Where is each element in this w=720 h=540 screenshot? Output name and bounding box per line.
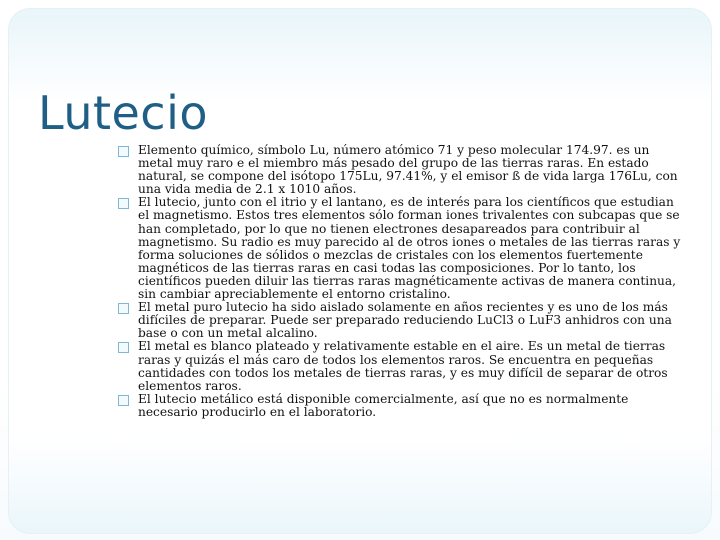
bullet-item	[118, 196, 684, 301]
square-bullet-icon	[118, 198, 129, 209]
bullet-text: El metal es blanco plateado y relativamente estable en el aire. Es un metal de tierras raras y quizás el más caro de todos los elementos raros. Se encuentra en pequeñas cantidades con todos los metales de tierras raras, y es muy difícil de separar de otros elementos raros.	[138, 339, 668, 393]
bullet-item	[118, 393, 684, 419]
square-bullet-icon	[118, 395, 129, 406]
slide-title: Lutecio	[38, 86, 209, 140]
square-bullet-icon	[118, 303, 129, 314]
bullet-text: El lutecio metálico está disponible comercialmente, así que no es normalmente necesario producirlo en el laboratorio.	[138, 391, 629, 419]
bullet-item	[118, 340, 684, 392]
bullet-text: El metal puro lutecio ha sido aislado solamente en años recientes y es uno de los más difíciles de preparar. Puede ser preparado reduciendo LuCl3 o LuF3 anhidros con una base o con un metal alcalino.	[138, 300, 672, 341]
square-bullet-icon	[118, 342, 129, 353]
square-bullet-icon	[118, 146, 129, 157]
bullet-list	[118, 144, 684, 419]
bullet-text: Elemento químico, símbolo Lu, número atómico 71 y peso molecular 174.97. es un metal muy raro e el miembro más pesado del grupo de las tierras raras. En estado natural, se compone del isótopo 175Lu, 97.41%, y el emisor ß de vida larga 176Lu, con una vida media de 2.1 x 1010 años.	[138, 143, 678, 197]
bullet-item	[118, 144, 684, 196]
bullet-item	[118, 301, 684, 340]
bullet-text: El lutecio, junto con el itrio y el lantano, es de interés para los científicos que estudian el magnetismo. Estos tres elementos sólo forman iones trivalentes con subcapas que se han completado, por lo que no tienen electrones desapareados para contribuir al magnetismo. Su radio es muy parecido al de otros iones o metales de las tierras raras y forma soluciones de sólidos o mezclas de cristales con los elementos fuertemente magnéticos de las tierras raras en casi todas las composiciones. Por lo tanto, los científicos pueden diluir las tierras raras magnéticamente activas de manera continua, sin cambiar apreciablemente el entorno cristalino.	[138, 195, 681, 302]
